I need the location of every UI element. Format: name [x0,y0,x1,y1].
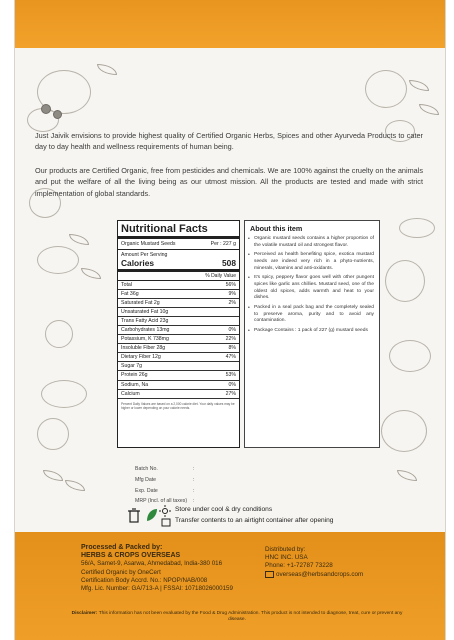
about-list-item: • Organic mustard seeds contains a higher proportion of the volatile mustard oil and strongest flavor. [254,236,374,249]
nutrient-name: Carbohydrates 13mg [121,327,170,334]
nutrition-calories-label: Calories [121,258,155,268]
distributor-email-row [265,571,363,579]
nutrition-row [118,299,239,308]
packer-certified: Certified Organic by OneCert [81,568,161,576]
deco-seed [53,110,62,119]
container-icon [161,517,171,527]
nutrition-row [118,326,239,335]
nutrient-name: Calcium [121,390,140,397]
disclaimer-label: Disclaimer: [71,611,98,616]
batch-field-sep: : [193,487,195,494]
nutrition-row [118,281,239,290]
nutrition-row [118,335,239,344]
deco-leaf [397,470,417,481]
intro-paragraph-1: Just Jaivik envisions to provide highest quality of Certified Organic Herbs, Spices and other Ayurveda Products to cater day to day health and wellness requirements of human being. [35,131,423,152]
deco-spice-circle [385,260,425,302]
nutrition-footnote: Percent Daily Values are based on a 2,000 calorie diet. Your daily values may be higher or lower depending on your calorie needs. [121,401,235,410]
deco-spice-circle [41,380,87,408]
distributor-phone: Phone: +1-72787 73228 [265,562,333,570]
packer-address: 56/A, Samet-9, Asarwa, Ahmedabad, India-380 016 [81,560,223,568]
nutrient-value: 8% [228,345,236,352]
about-title: About this item [250,224,303,233]
nutrition-product-row [118,239,239,250]
deco-leaf [81,268,101,279]
green-leaf-icon [145,507,159,523]
about-item-panel [244,220,380,448]
nutrient-value: 2% [228,300,236,307]
about-list-item: • Packed in a seal pack bag and the completely sealed to preserve aroma, purity and to avoid any contamination. [254,305,374,325]
storage-instructions [127,505,387,527]
nutrition-row [118,381,239,390]
nutrient-name: Total [121,282,132,288]
nutrient-name: Dietary Fiber 12g [121,354,161,361]
storage-line-2: Transfer contents to an airtight container after opening [175,517,334,524]
nutrient-name: Insoluble Fiber 28g [121,345,166,352]
nutrition-row [118,290,239,299]
nutrition-facts-panel [117,220,240,448]
batch-field-sep: : [193,476,195,483]
deco-leaf [65,480,85,491]
nutrient-name: Sodium, Na [121,381,149,388]
distributor-email: overseas@herbsandcrops.com [276,570,364,578]
nutrition-title: Nutritional Facts [118,221,239,239]
deco-spice-circle [37,246,79,274]
pouch-back [14,0,446,640]
nutrient-value: 0% [228,327,236,334]
deco-leaf [69,234,89,245]
sun-icon [159,505,171,517]
nutrient-value: 9% [228,291,236,298]
nutrition-row [118,371,239,380]
nutrition-per: Per : 227 g [210,241,236,247]
nutrition-row [118,390,239,399]
batch-field-label: Exp. Date [135,487,158,494]
deco-spice-circle [399,218,435,238]
packer-accreditation: Certification Body Accrd. No.: NPOP/NAB/008 [81,576,208,584]
nutrient-name: Fat 36g [121,291,139,298]
packer-info [81,544,233,593]
nutrient-name: Saturated Fat 2g [121,300,160,307]
email-icon [265,571,274,578]
nutrient-name: Protein 26g [121,372,148,379]
batch-field [135,486,235,497]
nutrient-value: 0% [228,381,236,388]
nutrient-value: 47% [225,354,236,361]
about-list-item: • Package Contains : 1 pack of 227 (g) mustard seeds [254,328,374,335]
recycle-bin-icon [127,507,141,523]
nutrient-name: Unsaturated Fat 10g [121,309,169,316]
batch-info [135,464,235,507]
nutrition-row [118,353,239,362]
deco-leaf [97,64,117,75]
nutrition-calories-value: 508 [222,258,236,268]
intro-paragraph-2: Our products are Certified Organic, free from pesticides and chemicals. We are 100% against the cruelty on the animals and put the welfare of all the living being as our utmost mission. All the products are tested and made with strict implementation of global standards. [35,166,423,198]
packer-license: Mfg. Lic. Number: GA/713-A | FSSAI: 10718026000159 [81,585,233,593]
batch-field [135,475,235,486]
batch-field-label: Mfg Date [135,476,157,483]
disclaimer-text: This information has not been evaluated by the Food & Drug Administration. This product is not intended to diagnose, treat, cure or prevent any disease. [98,611,403,622]
deco-spice-circle [381,410,427,452]
distributor-name: HNC INC. USA [265,554,308,562]
nutrition-row [118,362,239,371]
nutrition-product: Organic Mustard Seeds [121,241,176,247]
nutrient-value: 53% [225,372,236,379]
nutrition-row [118,317,239,326]
deco-leaf [419,104,439,115]
nutrient-value: 27% [225,390,236,397]
bottom-orange-band [15,532,445,640]
deco-leaf [409,80,429,91]
deco-leaf [43,470,63,481]
about-list-item: • Perceived as health benefiting spice, exotica mustard seeds are indeed very rich in a phyto-nutrients, minerals, vitamins and anti-oxidants. [254,252,374,272]
deco-seed [41,104,51,114]
batch-field-sep: : [193,466,195,472]
distributor-heading: Distributed by: [265,546,306,553]
batch-field-sep: : [193,498,195,505]
nutrient-name: Potassium, K 738mg [121,336,169,343]
storage-line-1: Store under cool & dry conditions [175,506,273,513]
about-list [245,236,379,334]
packer-heading: Processed & Packed by: [81,544,163,551]
deco-spice-circle [389,340,431,372]
batch-field [135,464,235,475]
nutrition-row [118,308,239,317]
top-orange-band [15,0,445,48]
nutrition-amount-per-serving: Amount Per Serving [121,252,168,258]
distributor-info [265,546,363,579]
disclaimer [67,611,407,623]
about-list-item: • It's spicy, peppery flavor goes well with other pungent spices like garlic ans chillies. Mustard seed, one of the oldest old spices, adds warmth and heat to your dishes. [254,275,374,301]
deco-spice-circle [37,418,69,450]
nutrition-row [118,344,239,353]
nutrient-value: 56% [225,282,236,288]
deco-spice-circle [45,320,73,348]
nutrient-name: Trans Fatty Acid 23g [121,318,169,325]
nutrition-calories-row [118,258,239,272]
nutrient-value: 22% [225,336,236,343]
batch-field-label: MRP (Incl. of all taxes) [135,498,188,505]
deco-spice-circle [365,70,407,108]
packer-company: HERBS & CROPS OVERSEAS [81,552,181,560]
batch-field-label: Batch No. [135,466,158,472]
nutrition-daily-value-header: % Daily Value [118,272,239,281]
nutrient-name: Sugar 7g [121,363,143,370]
